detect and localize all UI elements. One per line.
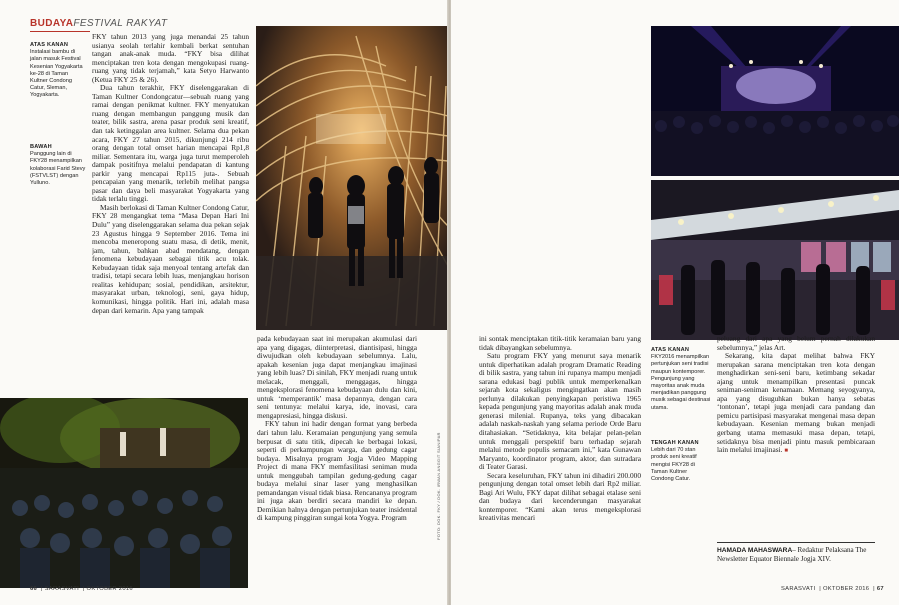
end-mark: ■ [784, 448, 788, 455]
issue-date: OKTOBER 2016 [86, 586, 133, 592]
body-column-1 [92, 33, 249, 393]
paragraph: Dua tahun terakhir, FKY diselenggarakan di Taman Kultner Condongcatur—sebuah ruang yang ramai dengan penikmat kultner. FKY menyatukan ruang dengan membangun panggung musik dan teater, bilik sastra, arena pasar produk seni kreatif, dan tak ketinggalan area kultner. Selama dua pekan acara, FKY 27 tahun 2015, dikunjungi 214 ribu orang dengan total omset harian mencapai Rp1,8 miliar. Sementara itu, warga juga turut memperoleh dampak positifnya melalui pendapatan di kantung parkir yang mencapai Rp115 juta-. Sebuah pencapaian yang menarik, terlebih melihat pangsa pasar dan daya beli masyarakat Yogyakarta yang tidak terlalu tinggi. [92, 83, 249, 204]
photo-credit: FOTO: DOK. FKY / DOK. IRWAN ANGGIT SIANIPAR [436, 432, 441, 540]
paragraph: FKY tahun 2013 yang juga menandai 25 tahun usianya seolah terlahir kembali berkat sentuhan tangan anak-anak muda. “FKY bisa dilihat menciptakan tren kota dengan mengokupasi ruang-ruang yang tidak terjamah,” kata Setyo Harwanto (Ketua FKY 25 & 26). [92, 33, 249, 84]
photo-bamboo-installation [256, 26, 448, 330]
photo-concert-stage [651, 26, 899, 176]
caption-tengah-kanan [651, 440, 711, 483]
caption-text: Instalasi bambu di jalan masuk Festival Kesenian Yogyakarta ke-28 di Taman Kultner Condong Catur, Sleman, Yogyakarta. [30, 49, 83, 99]
market-stalls-image [651, 180, 899, 340]
body-column-2 [257, 335, 417, 585]
rubric-sub: FESTIVAL RAKYAT [73, 18, 168, 29]
right-page [451, 0, 899, 605]
caption-text: Panggung lain di FKY28 menampilkan kolaborasi Farid Stevy (FSTVLST) dengan Yulluno. [30, 151, 86, 187]
caption-label: BAWAH [30, 144, 52, 150]
issue-date: OKTOBER 2016 [822, 586, 870, 592]
caption-atas-kanan [30, 42, 86, 100]
rubric-underline [30, 31, 90, 32]
stage-audience-image [0, 398, 248, 588]
section-rubric [30, 18, 167, 29]
magazine-name: SARASVATI [44, 586, 79, 592]
paragraph-text: Sekarang, kita dapat melihat bahwa FKY merupakan sarana menciptakan tren kota dengan menghadirkan seni-seni baru, ketimbang sekadar ajang untuk menampilkan presentasi puncak seniman-seniman kenamaan. Memang seyogyanya, apa yang disuguhkan bukan hanya sebatas ‘tontonan’, tetapi juga menjadi cara pandang dan pemicu partisipasi masyarakat mengenai masa depan kebudayaan. Kesenian memang bukan menjadi gerbang utama memasuki masa depan, tetapi, setidaknya bisa menjadi pintu masuk pembicaraan lain melalui imajinasi. [717, 351, 875, 455]
paragraph: Satu program FKY yang menurut saya menarik untuk diperhatikan adalah program Dramatic Reading di bilik sastra, yang tahun ini rupanya mampu menjadi sarana edukasi bagi publik untuk memperkenalkan sejarah kota sekaligus mengingatkan akan masih perlunya dilakukan penyingkapan peristiwa 1965 kepada pengunjung yang mayoritas adalah anak muda generasi milenial. Rupanya, teks yang dibacakan adalah naskah-naskah yang selama periode Orde Baru ditahasiakan. “Setidaknya, kita belajar pelan-pelan untuk menggali perspektif baru terhadap sejarah melalui metode populis semacam ini,” kata Gunawan Maryanto, koordinator program, aktor, dan sutradara di Teater Garasi. [479, 351, 641, 472]
body-column-3 [479, 335, 641, 585]
caption-text: FKY2016 menampilkan pertunjukan seni tradisi maupun kontemporer. Pengunjung yang mayoritas anak muda menjadikan panggung musik sebagai destinasi utama. [651, 354, 711, 411]
caption-label: ATAS KANAN [30, 42, 69, 48]
footer-left: 66 | SARASVATI | OKTOBER 2016 [30, 586, 133, 592]
caption-label: TENGAH KANAN [651, 440, 699, 446]
page-number: 66 [30, 586, 38, 592]
paragraph: Masih berlokasi di Taman Kultner Condong Catur, FKY 28 mengangkat tema “Masa Depan Hari Ini Dulu” yang diselenggarakan selama dua pekan sejak 23 Agustus hingga 9 September 2016. Tema ini mencoba meneropong suatu masa, di detik, menit, jam, tahun, bahkan abad mendatang, dengan fenomena kebudayaan sebagai titik acu tolak. Kebudayaan tidak saja menyoal tentang artefak dan tradisi, tetapi secara lebih luas, menjangkau horison realitas kehidupan; sosial, pendidikan, arsitektur, masyarakat urban, teknologi, seni, gaya hidup, komunikasi, hingga politik. Hari ini, adalah masa depan dari kemarin. Apa yang tampak [92, 202, 249, 315]
body-column-4 [717, 335, 875, 540]
left-page [0, 0, 448, 605]
paragraph: FKY tahun ini hadir dengan format yang berbeda dari tahun lalu. Keramaian pengunjung yang semula berpusat di satu titik, dipecah ke berbagai lokasi, seperti di perkampungan warga, dan gedung cagar budaya. Misalnya program Jogja Video Mapping Project di mana FKY memfasilitasi seniman muda untuk menggubah tampilan gedung-gedung cagar budaya melalui sinar laser yang menghasilkan pemandangan visual tidak biasa. Rencananya program ini juga akan berdiri secara mandiri ke depan. Demikian halnya dengan pertunjukan teater insidental di kampung pinggiran sungai kota Yogya. Program [257, 419, 417, 523]
author-signature [717, 542, 875, 564]
bamboo-tunnel-image [256, 26, 448, 330]
paragraph: Secara keseluruhan, FKY tahun ini dihadiri 200.000 pengunjung dengan total omset lebih dari Rp2 miliar. Bagi Ari Wulu, FKY dapat dilihat sebagai etalase seni dan budaya dari kecenderungan masyarakat kontemporer. “Kami akan terus mengeksplorasi kreativitas mencari [479, 470, 641, 523]
paragraph: peluang dari apa yang belum pernah dilakukan sebelumnya,” jelas Art. [717, 335, 875, 352]
photo-stage-audience [0, 398, 248, 588]
page-number: 67 [876, 586, 884, 592]
magazine-name: SARASVATI [781, 586, 816, 592]
rubric-section: BUDAYA [30, 18, 74, 29]
caption-atas-kanan-right [651, 347, 711, 412]
author-role: – Redaktur Pelaksana The Newsletter Equator Biennale Jogja XIV. [717, 546, 867, 564]
caption-label: ATAS KANAN [651, 347, 690, 353]
photo-market-stalls [651, 180, 899, 340]
paragraph [717, 352, 875, 456]
paragraph: ini sontak menciptakan titik-titik keramaian baru yang tidak dibayangkan sebelumnya. [479, 335, 641, 352]
author-name: HAMADA MAHASWARA [717, 547, 793, 554]
caption-bawah [30, 144, 86, 187]
paragraph: pada kebudayaan saat ini merupakan akumulasi dari apa yang digagas, diinterpretasi, diantisipasi, hingga diwujudkan oleh kebudayaan sebelumnya. Lalu, apakah kesenian juga dapat menjangkau imajinasi yang lebih luas? Di sinilah, FKY menjadi ruang untuk melacak, menggali, menggagas, hingga mengeksplorasi fenomena kebudayaan dulu dan kini, untuk ‘memperantik’ masa depannya, dengan cara seni tentunya: melalui karya, ide, inovasi, cara mengapresiasi, hingga diskusi. [257, 335, 417, 420]
footer-right: SARASVATI | OKTOBER 2016 | 67 [781, 586, 884, 592]
caption-text: Lebih dari 70 stan produk seni kreatif mengisi FKY28 di Taman Kultner Condong Catur. [651, 447, 697, 483]
concert-stage-image [651, 26, 899, 176]
